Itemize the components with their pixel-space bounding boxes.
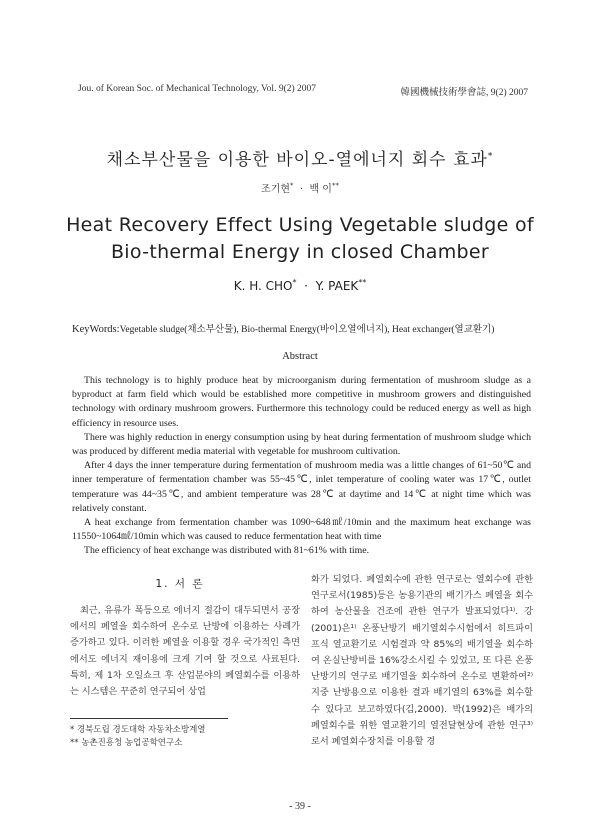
english-author-2-mark: ** <box>358 278 367 287</box>
body-column-right <box>311 572 533 750</box>
body-paragraph: 화가 되었다. 폐열회수에 관한 연구로는 열회수에 관한 연구로서(1985)등은 농용기관의 배기가스 폐열을 회수하여 농산물을 건조에 관한 연구가 발표되었다¹⁾. 강(2001)은¹⁾ 온풍난방기 배기열회수시험에서 히트파이프식 열교환기로 시험결과 약 85%의 배기열을 회수하여 온실난방비를 16%강소시킬 수 있었고, 또 다른 온풍난방기의 연구로 배기열을 회수하여 온수로 변환하여²⁾ 지중 난방용으로 이용한 결과 배기열의 63%를 회수할 수 있다고 보고하였다(김,2000). 박(1992)은 배가의 폐열회수를 위한 열교환기의 열전달현상에 관한 연구³⁾로서 폐열회수장치를 이용할 경 <box>311 574 533 748</box>
korean-author-1: 조기현 <box>261 184 291 195</box>
footnote-1: * 경북도립 경도대학 자동차소방계열 <box>70 725 206 735</box>
english-authors <box>0 278 600 293</box>
body-column-left <box>70 603 300 700</box>
english-title-line-2: Bio-thermal Energy in closed Chamber <box>110 241 490 263</box>
korean-author-2-mark: ** <box>331 181 339 190</box>
author-separator: · <box>299 184 304 195</box>
footnote-divider <box>70 718 228 719</box>
footnotes <box>70 724 300 750</box>
keywords <box>72 321 552 335</box>
abstract-paragraph: The efficiency of heat exchange was distributed with 81~61% with time. <box>84 545 370 557</box>
korean-author-2: 백 이 <box>309 184 332 195</box>
abstract-heading: Abstract <box>282 351 318 362</box>
english-author-1: K. H. CHO <box>233 279 293 293</box>
korean-title-text: 채소부산물을 이용한 바이오-열에너지 회수 효과 <box>106 150 488 170</box>
korean-authors <box>0 180 600 195</box>
page-number: - 39 - <box>289 801 311 812</box>
abstract-paragraph: After 4 days the inner temperature during fermentation of mushroom media was a little changes of 61~50℃ and inner temperature of fermentation chamber was 55~45℃, inlet temperature of cooling water was 17℃, outlet temperature was 44~35℃, and ambient temperature was 28℃ at daytime and 14℃ at night time which was relatively constant. <box>72 460 531 514</box>
abstract-paragraph: There was highly reduction in energy consumption using by heat during fermentation of mushroom sludge which was produced by different media material with vegetable for mushroom cultivation. <box>72 431 531 458</box>
english-title-line-1: Heat Recovery Effect Using Vegetable sludge of <box>66 214 534 236</box>
section-title-introduction: 1. 서 론 <box>155 578 205 590</box>
journal-header-right: 韓國機械技術學會誌, 9(2) 2007 <box>400 88 528 98</box>
abstract-body <box>72 374 531 559</box>
korean-title <box>0 145 600 170</box>
korean-title-mark: * <box>487 151 494 162</box>
english-author-2: Y. PAEK <box>315 279 359 293</box>
keywords-label: KeyWords: <box>72 324 120 335</box>
journal-header-left: Jou. of Korean Soc. of Mechanical Technology, Vol. 9(2) 2007 <box>78 84 317 94</box>
abstract-paragraph: A heat exchange from fermentation chamber was 1090~648㎖/10min and the maximum heat exchange was 11550~1064㎖/10min which was caused to reduce fermentation heat with time <box>72 517 531 543</box>
footnote-2: ** 농촌진흥청 농업공학연구소 <box>70 738 183 748</box>
abstract-paragraph: This technology is to highly produce heat by microorganism during fermentation of mushroom sludge as a byproduct at farm field which would be established more competitive in mushroom growers and distinguished technology with ordinary mushroom growers. Furthermore this technology could be reduced energy as well as high efficiency in resource uses. <box>72 375 531 429</box>
body-paragraph: 최근, 유류가 폭등으로 에너지 절감이 대두되면서 공장에서의 폐열을 회수하여 온수로 난방에 이용하는 사례가 증가하고 있다. 이러한 폐열을 이용할 경우 국가적인 측면에서도 에너지 재이용에 크게 기여 할 것으로 사료된다. 특히, 제 1차 오일쇼크 후 산업분야의 폐열회수를 이용하는 시스템은 꾸준히 연구되어 상업 <box>70 605 300 698</box>
english-author-1-mark: * <box>292 278 297 287</box>
keywords-text: Vegetable sludge(채소부산물), Bio-thermal Energy(바이오열에너지), Heat exchanger(열교환기) <box>119 325 495 335</box>
korean-author-1-mark: * <box>290 181 294 190</box>
author-separator: · <box>304 279 308 293</box>
